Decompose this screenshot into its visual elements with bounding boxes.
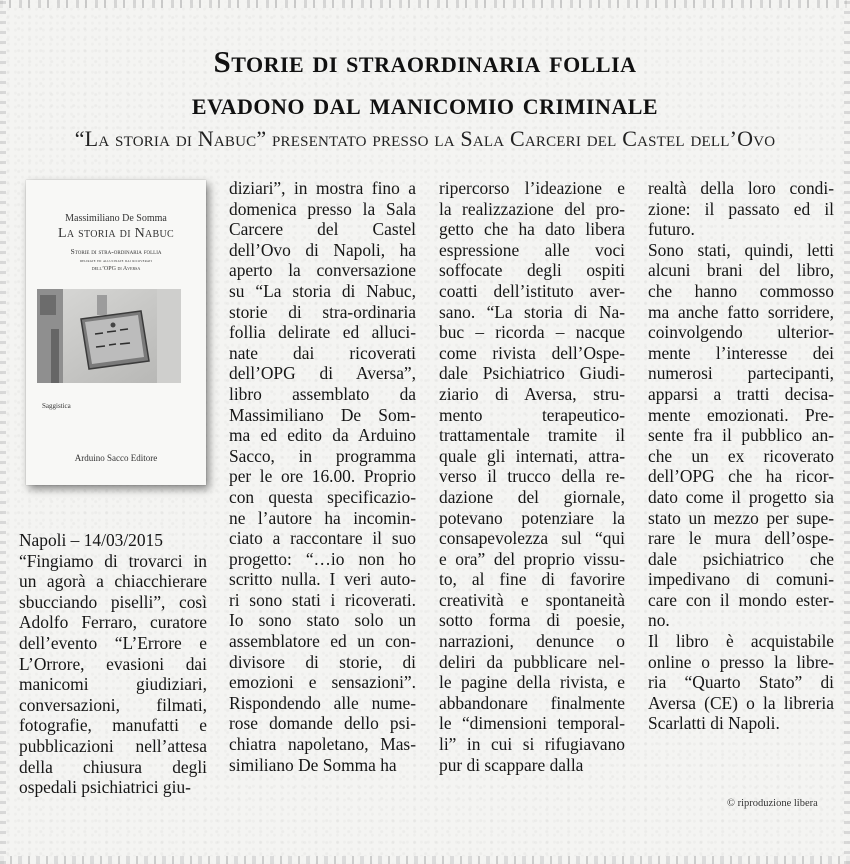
article-text-line: emozioni e sensazioni”. xyxy=(229,672,416,693)
article-text-line: che hanno commosso xyxy=(648,280,834,301)
article-text-line: verso il trucco della re- xyxy=(439,466,625,487)
article-text-line: conversazioni, filmati, xyxy=(19,694,207,715)
article-text-line: Il libro è acquistabile xyxy=(648,631,834,652)
book-subtitle-2: delirate ed allucinate dai ricoverati xyxy=(79,259,153,264)
article-text-line: Sacco, in programma xyxy=(229,445,416,466)
article-text-line: dale psichiatrico che xyxy=(648,548,834,569)
article-text-line: sbucciando piselli”, così xyxy=(19,591,207,612)
article-text-line: nate dai ricoverati xyxy=(229,342,416,363)
article-column-3 xyxy=(439,178,625,775)
article-text-line: come rivista dell’Ospe- xyxy=(439,342,625,363)
article-text-line: pur di scappare dalla xyxy=(439,754,584,775)
article-text-line: le pagine della rivista, e xyxy=(439,672,625,693)
article-text-line: ripercorso l’ideazione e xyxy=(439,178,625,198)
book-author: Massimiliano De Somma xyxy=(65,213,167,224)
copyright-credit: © riproduzione libera xyxy=(727,798,818,809)
article-text-line: coatti dell’istituto aver- xyxy=(439,280,625,301)
article-text-line: su “La storia di Nabuc, xyxy=(229,280,416,301)
article-text-line: assemblatore ed un con- xyxy=(229,631,416,652)
article-text-line: mente l’interesse dei xyxy=(648,342,834,363)
article-text-line: ciato a raccontare il suo xyxy=(229,528,416,549)
article-text-line: buc – ricorda – nacque xyxy=(439,322,625,343)
article-text-line: Rispondendo alle nume- xyxy=(229,692,416,713)
article-text-line: rare le mura dell’ospe- xyxy=(648,528,834,549)
article-text-line: chiatra napoletano, Mas- xyxy=(229,734,416,755)
article-text-line: “Fingiamo di trovarci in xyxy=(19,550,207,571)
article-text-line: della chiusura degli xyxy=(19,756,207,777)
article-text-line: dazione del giornale, xyxy=(439,486,625,507)
article-text-line: che un ex ricoverato xyxy=(648,445,834,466)
article-text-line: no. xyxy=(648,610,670,631)
article-text-line: Io sono stato solo un xyxy=(229,610,416,631)
article-text-line: Scarlatti di Napoli. xyxy=(648,713,780,734)
article-text-line: dell’Ovo di Napoli, ha xyxy=(229,239,416,260)
article-text-line: L’Orrore, evasioni dai xyxy=(19,653,207,674)
article-text-line: online o presso la libre- xyxy=(648,651,834,672)
article-text-line: ziario di Aversa, stru- xyxy=(439,383,625,404)
article-text-line: aperto la conversazione xyxy=(229,260,416,281)
book-publisher: Arduino Sacco Editore xyxy=(74,453,158,463)
article-text-line: dato come il progetto sia xyxy=(648,486,834,507)
article-text-line: follia delirate ed alluci- xyxy=(229,322,416,343)
article-text-line: trattamentale tramite il xyxy=(439,425,625,446)
article-text-line: e ora” del proprio vissu- xyxy=(439,548,625,569)
article-text-line: futuro. xyxy=(648,219,695,240)
subheadline: “La storia di Nabuc” presentato presso la Sala Carceri del Castel dell’Ovo xyxy=(74,126,776,151)
article-column-2 xyxy=(229,178,416,775)
article-text-line: numerosi partecipanti, xyxy=(648,363,834,384)
article-text-line: similiano De Somma ha xyxy=(229,754,397,775)
article-text-line: fotografie, manufatti e xyxy=(19,715,207,736)
article-text-line: to, al fine di favorire xyxy=(439,569,625,590)
article-text-line: creatività e spontaneità xyxy=(439,589,625,610)
article-text-line: soffocate degli ospiti xyxy=(439,260,625,281)
article-text-line: coinvolgendo ulterior- xyxy=(648,322,834,343)
book-cover-image xyxy=(26,180,206,485)
article-text-line: mento terapeutico- xyxy=(439,404,625,425)
book-cover-photo xyxy=(37,289,181,383)
article-text-line: un agorà a chiacchierare xyxy=(19,571,207,592)
article-text-line: potevano potenziare la xyxy=(439,507,625,528)
article-column-4 xyxy=(648,178,834,734)
article-text-line: Aversa (CE) o la libreria xyxy=(648,692,834,713)
headline-line-2: evadono dal manicomio criminale xyxy=(191,86,659,121)
article-text-line: getto che ha dato libera xyxy=(439,219,625,240)
book-subtitle: Storie di stra-ordinaria follia xyxy=(70,247,162,256)
headline-line-1: Storie di straordinaria follia xyxy=(213,44,637,79)
article-text-line: progetto: “…io non ho xyxy=(229,548,416,569)
article-text-line: quale gli internati, attra- xyxy=(439,445,625,466)
article-text-line: sano. “La storia di Na- xyxy=(439,301,625,322)
article-text-line: manicomi giudiziari, xyxy=(19,674,207,695)
article-text-line: mente emozionati. Pre- xyxy=(648,404,834,425)
article-text-line: Sono stati, quindi, letti xyxy=(648,239,834,260)
article-text-line: per le ore 16.00. Proprio xyxy=(229,466,416,487)
article-text-line: scritto nulla. I veri auto- xyxy=(229,569,416,590)
article-column-1 xyxy=(19,530,207,798)
article-text-line: espressione alle voci xyxy=(439,239,625,260)
article-text-line: pubblicazioni nell’attesa xyxy=(19,735,207,756)
article-text-line: ma anche fatto sorridere, xyxy=(648,301,834,322)
article-text-line: le “dimensioni temporal- xyxy=(439,713,625,734)
article-text-line: rose domande dello psi- xyxy=(229,713,416,734)
book-title: La storia di Nabuc xyxy=(57,226,175,241)
article-text-line: con questa specificazio- xyxy=(229,486,416,507)
article-text-line: Napoli – 14/03/2015 xyxy=(19,530,163,550)
article-text-line: sente fra il pubblico an- xyxy=(648,425,834,446)
book-series: Saggistica xyxy=(42,402,71,410)
article-text-line: stato un mezzo per supe- xyxy=(648,507,834,528)
article-text-line: dale Psichiatrico Giudi- xyxy=(439,363,625,384)
article-text-line: dell’OPG che ha ricor- xyxy=(648,466,834,487)
article-text-line: domenica presso la Sala xyxy=(229,198,416,219)
article-text-line: diziari”, in mostra fino a xyxy=(229,178,416,198)
article-text-line: care con il mondo ester- xyxy=(648,589,834,610)
article-text-line: narrazioni, denunce o xyxy=(439,631,625,652)
article-text-line: divisore di storie, di xyxy=(229,651,416,672)
article-text-line: ma ed edito da Arduino xyxy=(229,425,416,446)
article-text-line: la realizzazione del pro- xyxy=(439,198,625,219)
article-text-line: consapevolezza sul “qui xyxy=(439,528,625,549)
article-text-line: apparsi a tratti decisa- xyxy=(648,383,834,404)
article-text-line: realtà della loro condi- xyxy=(648,178,834,198)
article-text-line: Carcere del Castel xyxy=(229,219,416,240)
article-text-line: zione: il passato ed il xyxy=(648,198,834,219)
article-text-line: dell’evento “L’Errore e xyxy=(19,632,207,653)
article-text-line: ne l’autore ha incomin- xyxy=(229,507,416,528)
article-text-line: ria “Quarto Stato” di xyxy=(648,672,834,693)
article-text-line: impedivano di comuni- xyxy=(648,569,834,590)
article-text-line: storie di stra-ordinaria xyxy=(229,301,416,322)
article-text-line: Adolfo Ferraro, curatore xyxy=(19,612,207,633)
article-text-line: libro assemblato da xyxy=(229,383,416,404)
article-text-line: sotto forma di poesie, xyxy=(439,610,625,631)
article-text-line: ri sono stati i ricoverati. xyxy=(229,589,416,610)
torn-edge-bottom xyxy=(0,856,850,864)
article-text-line: abbandonare finalmente xyxy=(439,692,625,713)
article-text-line: dell’OPG di Aversa”, xyxy=(229,363,416,384)
article-text-line: ospedali psichiatrici giu- xyxy=(19,777,191,798)
article-text-line: alcuni brani del libro, xyxy=(648,260,834,281)
torn-edge-top xyxy=(0,0,850,8)
article-text-line: Massimiliano De Som- xyxy=(229,404,416,425)
article-text-line: deliri da pubblicare nel- xyxy=(439,651,625,672)
article-text-line: li” in cui si rifugiavano xyxy=(439,734,625,755)
book-subtitle-3: dell’OPG di Aversa xyxy=(91,266,141,272)
